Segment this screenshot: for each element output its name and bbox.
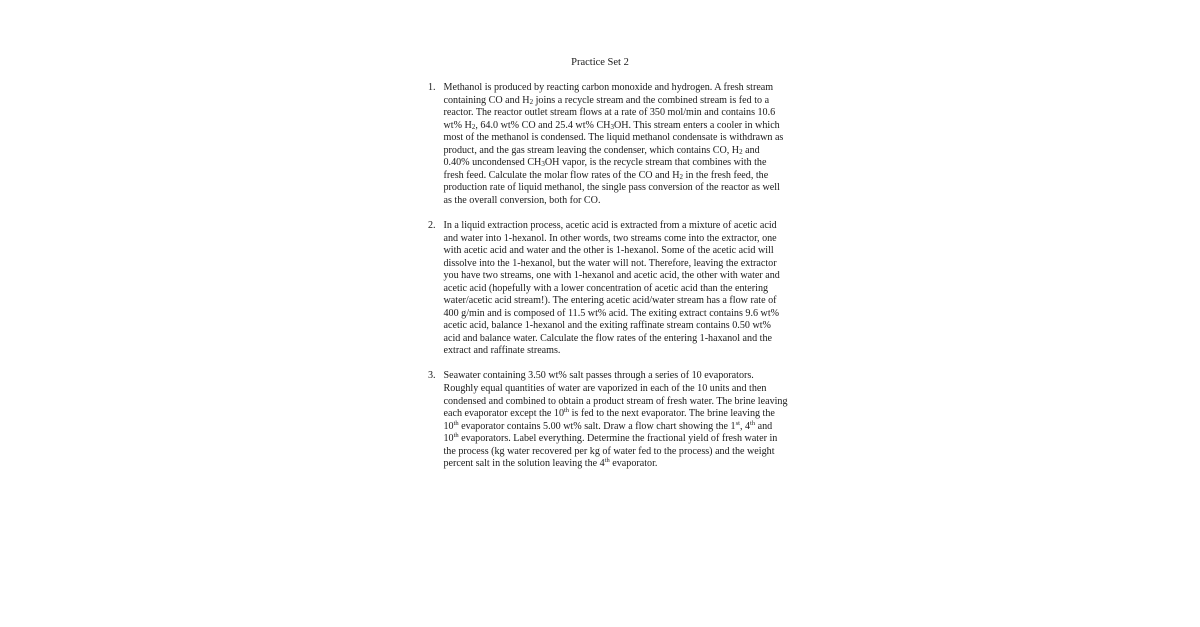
superscript: th (453, 419, 459, 427)
superscript: th (453, 432, 459, 440)
problem-1 (428, 82, 788, 207)
problem-list (428, 82, 788, 483)
problem-3 (428, 370, 788, 470)
subscript: 3 (541, 160, 545, 169)
superscript: st (735, 419, 740, 427)
superscript: th (750, 419, 756, 427)
problem-number: 2. (428, 219, 436, 231)
subscript: 2 (679, 172, 683, 181)
subscript: 2 (471, 122, 476, 131)
problem-2 (428, 220, 788, 358)
problem-text: Seawater containing 3.50 wt% salt passes through a series of 10 evaporators. Roughly equal quantities of water are vaporized in each of the 10 units and then condensed and combined to obtain a product stream of fresh water. The brine leaving each evaporator except the 10th is fed to the next evaporator. The brine leaving the 10th evaporator contains 5.00 wt% salt. Draw a flow chart showing the 1st, 4th and 10th evaporators. Label everything. Determine the fractional yield of fresh water in the process (kg water recovered per kg of water fed to the process) and the weight percent salt in the solution leaving the 4th evaporator. (443, 370, 788, 470)
problem-text: Methanol is produced by reacting carbon monoxide and hydrogen. A fresh stream containing CO and $H_2$ joins a recycle stream and the combined stream is fed to a reactor. The reactor outlet stream flows at a rate of 350 mol/min and contains 10.6 wt% $H_2$, 64.0 wt% CO and 25.4 wt% $CH_3OH$. This stream enters a cooler in which most of the methanol is condensed. The liquid methanol condensate is withdrawn as product, and the gas stream leaving the condenser, which contains CO, $H_2$ and 0.40% uncondensed $CH_3OH$ vapor, is the recycle stream that combines with the fresh feed. Calculate the molar flow rates of the CO and $H_2$ in the fresh feed, the production rate of liquid methanol, the single pass conversion of the reactor as well as the overall conversion, both for CO. (443, 82, 784, 206)
problem-number: 1. (428, 82, 436, 93)
page-title: Practice Set 2 (571, 57, 629, 68)
subscript: 3 (610, 122, 614, 131)
problem-number: 3. (428, 370, 436, 382)
subscript: 2 (739, 147, 743, 156)
problem-text: In a liquid extraction process, acetic acid is extracted from a mixture of acetic acid and water into 1-hexanol. In other words, two streams come into the extractor, one with acetic acid and water and the other is 1-hexanol. Some of the acetic acid will dissolve into the 1-hexanol, but the water will not. Therefore, leaving the extractor you have two streams, one with 1-hexanol and acetic acid, the other with water and acetic acid (hopefully with a lower concentration of acetic acid than the entering water/acetic acid stream!). The entering acetic acid/water stream has a flow rate of 400 g/min and is composed of 11.5 wt% acid. The exiting extract contains 9.6 wt% acetic acid, balance 1-hexanol and the exiting raffinate stream contains 0.50 wt% acid and balance water. Calculate the flow rates of the entering 1-haxanol and the extract and raffinate streams. (443, 219, 780, 357)
superscript: th (564, 407, 570, 415)
superscript: th (604, 457, 610, 465)
subscript: 2 (529, 97, 534, 106)
